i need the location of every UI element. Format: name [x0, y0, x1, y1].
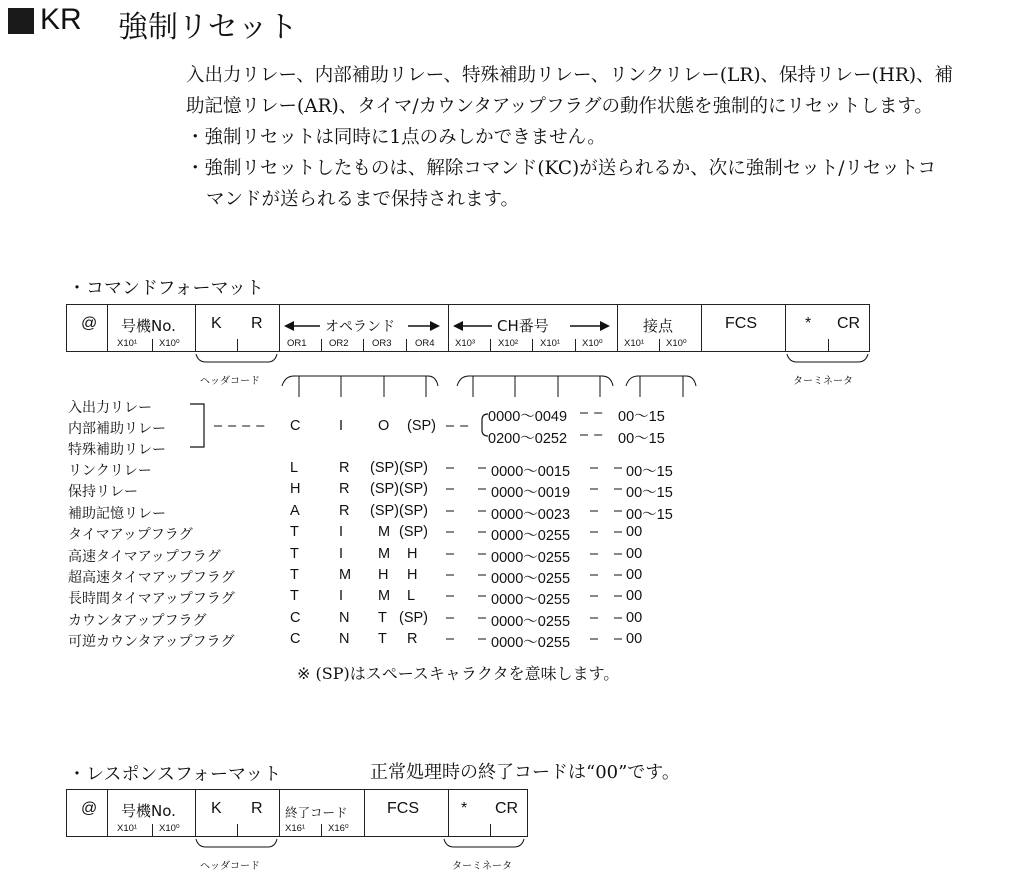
operand-or4: OR4	[415, 338, 435, 349]
operand-code: T	[290, 545, 299, 562]
channel-range: 0000～0023	[491, 506, 571, 523]
relay-name: 内部補助リレー	[68, 421, 166, 437]
operand-code: C	[290, 609, 301, 626]
separator-dash: –	[446, 545, 456, 562]
contact-range: 00	[626, 631, 643, 648]
header-code-caption: ヘッダコード	[200, 376, 260, 387]
channel-range: 0000～0019	[491, 485, 571, 502]
relay-name: 特殊補助リレー	[68, 442, 166, 458]
operand-code: (SP)	[399, 524, 428, 541]
separator-dash: –	[614, 588, 624, 605]
at-sign: @	[81, 315, 98, 332]
relay-name: タイマアップフラグ	[68, 527, 193, 544]
command-format-title: ・コマンドフォーマット	[68, 278, 264, 299]
unit-x10-0: X10⁰	[159, 823, 180, 834]
separator-dash: –	[478, 502, 488, 519]
operand-code: H	[378, 567, 389, 583]
channel-range: 0000～0255	[491, 528, 571, 545]
operand-code: A	[290, 502, 300, 519]
separator-dash: –	[478, 524, 488, 541]
operand-code: (SP)	[399, 502, 428, 519]
operand-code: R	[339, 481, 350, 498]
separator-dash: –	[590, 545, 600, 562]
header-r: R	[251, 800, 263, 817]
operand-code: H	[407, 567, 418, 583]
channel-range: 0000～0255	[491, 592, 571, 609]
operand-code: L	[407, 588, 416, 605]
response-format-title: ・レスポンスフォーマット	[68, 764, 282, 785]
contact-x10-0: X10⁰	[666, 338, 687, 349]
bullet-2-line-1: ・強制リセットしたものは、解除コマンド(KC)が送られるか、次に強制セット/リセットコ	[186, 158, 937, 179]
separator-dash: –	[446, 609, 456, 626]
unit-no-label: 号機No.	[121, 317, 176, 335]
separator-dash: –	[614, 545, 624, 562]
header-r: R	[251, 315, 263, 332]
relay-name: 保持リレー	[68, 484, 138, 501]
end-x16-1: X16¹	[285, 823, 306, 834]
operand-or2: OR2	[329, 338, 349, 349]
unit-x10-1: X10¹	[117, 338, 138, 349]
header-k: K	[211, 315, 222, 332]
operand-code: R	[339, 502, 350, 519]
separator-dash: –	[590, 609, 600, 626]
separator-dash: –	[590, 460, 600, 476]
response-terminator-caption: ターミネータ	[452, 861, 512, 872]
contact-range: 00	[626, 609, 643, 626]
operand-code: (SP)	[399, 609, 428, 626]
separator-dash: –	[614, 631, 624, 648]
contact-range: 00～15	[626, 506, 673, 523]
separator-dash: –	[446, 631, 456, 648]
contact-range: 00～15	[626, 485, 673, 502]
ch-x10-2: X10²	[498, 338, 519, 349]
separator-dash: –	[446, 567, 456, 583]
operand-code: T	[378, 631, 387, 648]
separator-dash: –	[590, 631, 600, 648]
separator-dash: –	[446, 502, 456, 519]
ch-x10-3: X10³	[455, 338, 476, 349]
bullet-1: ・強制リセットは同時に1点のみしかできません。	[186, 127, 606, 148]
description-line-1: 入出力リレー、内部補助リレー、特殊補助リレー、リンクリレー(LR)、保持リレー(HR)、補	[186, 65, 954, 86]
fcs-label: FCS	[387, 800, 419, 817]
operand-code: I	[339, 588, 344, 605]
relay-name: カウンタアップフラグ	[68, 612, 207, 629]
response-header-code-caption: ヘッダコード	[200, 861, 260, 872]
end-x16-0: X16⁰	[328, 823, 349, 834]
fcs-label: FCS	[725, 315, 757, 332]
end-code-label: 終了コード	[285, 805, 348, 820]
separator-dash: –	[478, 567, 488, 583]
operand-or3: OR3	[372, 338, 392, 349]
ch-x10-1: X10¹	[540, 338, 561, 349]
relay-name: 長時間タイマアップフラグ	[68, 591, 235, 608]
relay-name: 超高速タイマアップフラグ	[68, 570, 235, 586]
operand-code: (SP)	[399, 460, 428, 476]
separator-dash: –	[614, 567, 624, 583]
separator-dash: –	[590, 588, 600, 605]
operand-code: N	[339, 631, 350, 648]
channel-range: 0000～0255	[491, 571, 571, 587]
channel-range: 0000～0255	[491, 635, 571, 652]
operand-code: I	[339, 545, 344, 562]
operand-code: M	[378, 588, 391, 605]
unit-no-label: 号機No.	[121, 802, 176, 820]
contact-range: 00～15	[626, 464, 673, 480]
operand-code: C	[290, 631, 301, 648]
separator-dash: –	[614, 524, 624, 541]
separator-dash: –	[478, 481, 488, 498]
contact-x10-1: X10¹	[624, 338, 645, 349]
operand-code: (SP)	[399, 481, 428, 498]
cr-label: CR	[837, 315, 861, 332]
separator-dash: –	[478, 545, 488, 562]
channel-range: 0000～0255	[491, 549, 571, 566]
normal-end-code-note: 正常処理時の終了コードは“00”です。	[370, 762, 680, 783]
separator-dash: –	[614, 609, 624, 626]
header-k: K	[211, 800, 222, 817]
separator-dash: –	[590, 502, 600, 519]
channel-range: 0000～0015	[491, 464, 571, 480]
command-code: KR	[40, 3, 82, 36]
operand-code: M	[378, 545, 391, 562]
operand-code: R	[407, 631, 418, 648]
asterisk-label: *	[461, 800, 468, 817]
contact-range: 00	[626, 524, 643, 541]
operand-label: オペランド	[325, 319, 395, 335]
separator-dash: –	[478, 631, 488, 648]
relay-name: 入出力リレー	[68, 400, 152, 416]
separator-dash: –	[478, 588, 488, 605]
channel-range: 0000～0255	[491, 613, 571, 630]
unit-x10-1: X10¹	[117, 823, 138, 834]
separator-dash: –	[446, 460, 456, 476]
separator-dash: –	[446, 588, 456, 605]
separator-dash: –	[478, 609, 488, 626]
cr-label: CR	[495, 800, 519, 817]
relay-name: リンクリレー	[68, 463, 152, 479]
operand-code: T	[290, 588, 299, 605]
operand-code: M	[339, 567, 352, 583]
operand-code: T	[290, 524, 299, 541]
operand-code: H	[290, 481, 301, 498]
separator-dash: –	[590, 567, 600, 583]
operand-code: I	[339, 524, 344, 541]
separator-dash: –	[590, 481, 600, 498]
relay-name: 可逆カウンタアップフラグ	[68, 634, 235, 651]
separator-dash: –	[590, 524, 600, 541]
separator-dash: –	[614, 481, 624, 498]
unit-x10-0: X10⁰	[159, 338, 180, 349]
terminator-caption: ターミネータ	[793, 376, 853, 387]
operand-code: T	[290, 567, 299, 583]
contact-range: 00	[626, 567, 643, 583]
separator-dash: –	[614, 460, 624, 476]
operand-code: L	[290, 460, 299, 476]
ch-no-label: CH番号	[497, 317, 549, 335]
description-line-2: 助記憶リレー(AR)、タイマ/カウンタアップフラグの動作状態を強制的にリセットします。	[186, 96, 933, 117]
at-sign: @	[81, 800, 98, 817]
contact-label: 接点	[643, 317, 674, 335]
separator-dash: –	[478, 460, 488, 476]
response-format-box	[66, 789, 528, 837]
contact-range: 00	[626, 545, 643, 562]
bullet-2-line-2: マンドが送られるまで保持されます。	[206, 189, 520, 210]
operand-code: N	[339, 609, 350, 626]
separator-dash: –	[446, 524, 456, 541]
contact-range: 00	[626, 588, 643, 605]
ch-x10-0: X10⁰	[582, 338, 603, 349]
relay-name: 補助記憶リレー	[68, 505, 166, 522]
separator-dash: –	[446, 481, 456, 498]
operand-code: T	[378, 609, 387, 626]
operand-or1: OR1	[287, 338, 307, 349]
operand-code: R	[339, 460, 350, 476]
relay-name: 高速タイマアップフラグ	[68, 548, 221, 565]
sp-note: ※ (SP)はスペースキャラクタを意味します。	[297, 664, 620, 683]
operand-code: (SP)	[370, 481, 399, 498]
operand-code: H	[407, 545, 418, 562]
operand-code: (SP)	[370, 502, 399, 519]
operand-code: M	[378, 524, 391, 541]
separator-dash: –	[614, 502, 624, 519]
operand-code: (SP)	[370, 460, 399, 476]
page-title: 強制リセット	[118, 10, 298, 45]
asterisk-label: *	[805, 315, 812, 332]
